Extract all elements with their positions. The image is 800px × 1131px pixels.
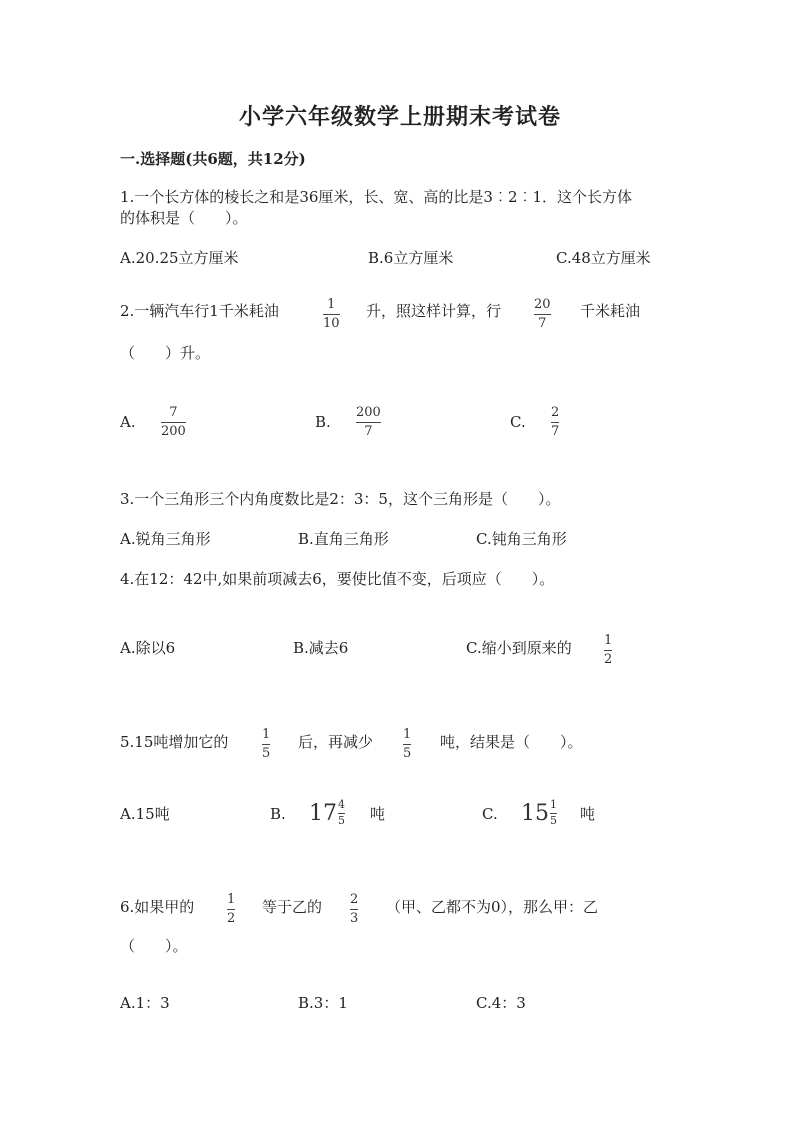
q5-text-part3: 吨，结果是（ ）。 — [440, 733, 583, 751]
q3-text: 3.一个三角形三个内角度数比是2：3：5，这个三角形是（ ）。 — [120, 490, 561, 508]
section-heading: 一.选择题(共6题，共12分) — [120, 150, 306, 168]
q6-f2-den: 3 — [350, 911, 359, 926]
q1-option-c[interactable]: C.48立方厘米 — [556, 249, 651, 267]
q5-option-b-unit: 吨 — [370, 805, 386, 823]
q6-f2-num: 2 — [350, 892, 359, 907]
q5-c-fraction — [550, 799, 557, 827]
q1-option-b[interactable]: B.6立方厘米 — [368, 249, 454, 267]
q5-cf-num: 1 — [550, 798, 557, 811]
q5-bf-num: 4 — [338, 798, 345, 811]
q3-option-a[interactable]: A.锐角三角形 — [120, 530, 211, 548]
q4-text: 4.在12：42中,如果前项减去6，要使比值不变，后项应（ ）。 — [120, 570, 555, 588]
q5-option-a[interactable]: A.15吨 — [120, 805, 170, 823]
q2-cf-den: 7 — [551, 424, 560, 439]
q2-text-part1: 2.一辆汽车行1千米耗油 — [120, 302, 279, 320]
q2-text-part2: 升，照这样计算，行 — [366, 302, 502, 320]
q2-f1-den: 10 — [323, 316, 340, 331]
q2-cf-num: 2 — [551, 405, 560, 420]
q2-f2-num: 20 — [534, 297, 551, 312]
q5-option-c-mixed-number[interactable] — [521, 799, 557, 827]
q5-c-whole: 15 — [521, 800, 549, 826]
q2-af-den: 200 — [161, 424, 186, 439]
q2-option-a-fraction[interactable] — [161, 405, 186, 439]
q6-option-c[interactable]: C.4：3 — [476, 994, 526, 1012]
q5-option-c-unit: 吨 — [580, 805, 596, 823]
q2-af-num: 7 — [169, 405, 178, 420]
q2-option-b-label[interactable]: B. — [315, 413, 331, 431]
q4-option-b[interactable]: B.减去6 — [293, 639, 349, 657]
q5-cf-den: 5 — [550, 814, 557, 827]
q2-option-c-fraction[interactable] — [551, 405, 559, 439]
q2-option-b-fraction[interactable] — [356, 405, 381, 439]
q6-text-part3: （甲、乙都不为0），那么甲：乙 — [386, 898, 599, 916]
q5-fraction-1 — [262, 727, 270, 761]
q6-option-b[interactable]: B.3：1 — [298, 994, 348, 1012]
q5-b-whole: 17 — [309, 800, 337, 826]
q2-bf-den: 7 — [364, 424, 373, 439]
q6-f1-num: 1 — [227, 892, 236, 907]
q2-f1-num: 1 — [327, 297, 336, 312]
q2-text-part3: 千米耗油 — [580, 302, 641, 320]
q6-text-part2: 等于乙的 — [262, 898, 323, 916]
q5-f2-den: 5 — [403, 746, 412, 761]
q6-line2: （ ）。 — [120, 937, 188, 955]
q2-bf-num: 200 — [356, 405, 381, 420]
q1-option-a[interactable]: A.20.25立方厘米 — [120, 249, 239, 267]
q5-text-part1: 5.15吨增加它的 — [120, 733, 229, 751]
q2-f2-den: 7 — [538, 316, 547, 331]
q2-option-c-label[interactable]: C. — [510, 413, 526, 431]
q6-fraction-2 — [350, 892, 358, 926]
q5-fraction-2 — [403, 727, 411, 761]
q4-option-c-label[interactable]: C.缩小到原来的 — [466, 639, 572, 657]
q5-option-b-mixed-number[interactable] — [309, 799, 345, 827]
q3-option-c[interactable]: C.钝角三角形 — [476, 530, 567, 548]
q5-f1-den: 5 — [262, 746, 271, 761]
q2-option-a-label[interactable]: A. — [120, 413, 136, 431]
q4-option-c-fraction[interactable] — [604, 633, 612, 667]
q4-cf-den: 2 — [604, 652, 613, 667]
q2-line2: （ ）升。 — [120, 344, 211, 362]
q6-option-a[interactable]: A.1：3 — [120, 994, 170, 1012]
q5-b-fraction — [338, 799, 345, 827]
q6-text-part1: 6.如果甲的 — [120, 898, 195, 916]
q6-fraction-1 — [227, 892, 235, 926]
q6-f1-den: 2 — [227, 911, 236, 926]
q2-fraction-2 — [534, 297, 551, 331]
q5-f1-num: 1 — [262, 727, 271, 742]
q4-option-a[interactable]: A.除以6 — [120, 639, 176, 657]
q5-option-b-label[interactable]: B. — [270, 805, 286, 823]
page-title: 小学六年级数学上册期末考试卷 — [238, 104, 561, 130]
q3-option-b[interactable]: B.直角三角形 — [298, 530, 389, 548]
q1-line1: 1.一个长方体的棱长之和是36厘米，长、宽、高的比是3︰2︰1．这个长方体 — [120, 188, 633, 206]
q1-line2: 的体积是（ ）。 — [120, 209, 248, 227]
q5-f2-num: 1 — [403, 727, 412, 742]
q2-fraction-1 — [323, 297, 340, 331]
q5-bf-den: 5 — [338, 814, 345, 827]
q4-cf-num: 1 — [604, 633, 613, 648]
q5-option-c-label[interactable]: C. — [482, 805, 498, 823]
q5-text-part2: 后，再减少 — [298, 733, 374, 751]
